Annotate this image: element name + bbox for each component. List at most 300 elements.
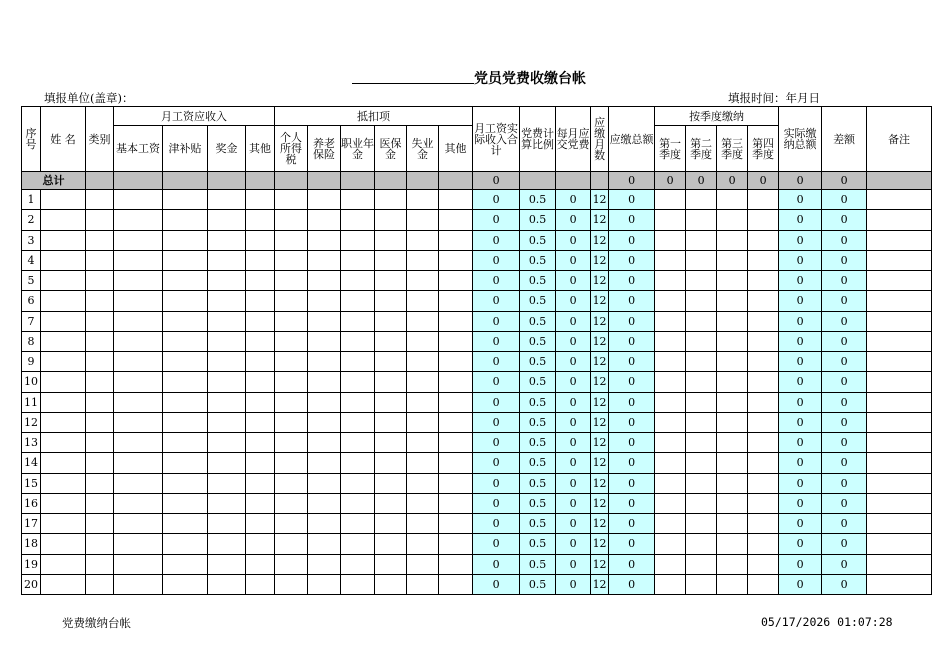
row-other-deduction-cell[interactable] [439, 514, 473, 534]
row-bonus-cell[interactable] [208, 473, 246, 493]
row-bonus-cell[interactable] [208, 291, 246, 311]
row-annuity-cell[interactable] [341, 412, 375, 432]
row-other-deduction-cell[interactable] [439, 250, 473, 270]
row-q3-cell[interactable] [717, 230, 748, 250]
row-medical-cell[interactable] [375, 534, 407, 554]
row-q1-cell[interactable] [655, 473, 686, 493]
row-base-salary-cell[interactable] [114, 574, 163, 594]
row-q3-cell[interactable] [717, 271, 748, 291]
row-remarks-cell[interactable] [867, 514, 932, 534]
row-annuity-cell[interactable] [341, 372, 375, 392]
row-unemployment-cell[interactable] [407, 473, 439, 493]
row-allowance-cell[interactable] [163, 433, 208, 453]
row-category-cell[interactable] [86, 372, 114, 392]
row-bonus-cell[interactable] [208, 210, 246, 230]
row-category-cell[interactable] [86, 412, 114, 432]
row-q1-cell[interactable] [655, 554, 686, 574]
row-unemployment-cell[interactable] [407, 271, 439, 291]
row-q1-cell[interactable] [655, 372, 686, 392]
row-unemployment-cell[interactable] [407, 392, 439, 412]
row-unemployment-cell[interactable] [407, 331, 439, 351]
row-annuity-cell[interactable] [341, 190, 375, 210]
row-q2-cell[interactable] [686, 250, 717, 270]
row-name-cell[interactable] [41, 230, 86, 250]
row-name-cell[interactable] [41, 453, 86, 473]
row-q1-cell[interactable] [655, 331, 686, 351]
row-name-cell[interactable] [41, 574, 86, 594]
row-income-tax-cell[interactable] [275, 453, 308, 473]
row-income-tax-cell[interactable] [275, 372, 308, 392]
row-income-tax-cell[interactable] [275, 554, 308, 574]
row-allowance-cell[interactable] [163, 574, 208, 594]
row-category-cell[interactable] [86, 534, 114, 554]
row-q1-cell[interactable] [655, 190, 686, 210]
row-other-income-cell[interactable] [246, 534, 275, 554]
row-category-cell[interactable] [86, 250, 114, 270]
row-q1-cell[interactable] [655, 392, 686, 412]
row-q3-cell[interactable] [717, 331, 748, 351]
row-category-cell[interactable] [86, 311, 114, 331]
row-annuity-cell[interactable] [341, 291, 375, 311]
row-q2-cell[interactable] [686, 190, 717, 210]
row-q4-cell[interactable] [748, 291, 779, 311]
row-name-cell[interactable] [41, 473, 86, 493]
row-q4-cell[interactable] [748, 230, 779, 250]
row-q1-cell[interactable] [655, 210, 686, 230]
row-other-deduction-cell[interactable] [439, 574, 473, 594]
row-other-income-cell[interactable] [246, 514, 275, 534]
row-annuity-cell[interactable] [341, 230, 375, 250]
row-name-cell[interactable] [41, 311, 86, 331]
row-q1-cell[interactable] [655, 311, 686, 331]
row-other-income-cell[interactable] [246, 210, 275, 230]
row-q1-cell[interactable] [655, 271, 686, 291]
row-q3-cell[interactable] [717, 352, 748, 372]
row-q4-cell[interactable] [748, 554, 779, 574]
row-income-tax-cell[interactable] [275, 493, 308, 513]
row-q3-cell[interactable] [717, 190, 748, 210]
row-bonus-cell[interactable] [208, 514, 246, 534]
row-other-income-cell[interactable] [246, 412, 275, 432]
row-other-deduction-cell[interactable] [439, 210, 473, 230]
row-name-cell[interactable] [41, 331, 86, 351]
row-allowance-cell[interactable] [163, 271, 208, 291]
cell[interactable] [375, 172, 407, 190]
row-remarks-cell[interactable] [867, 574, 932, 594]
row-base-salary-cell[interactable] [114, 433, 163, 453]
row-remarks-cell[interactable] [867, 554, 932, 574]
row-other-deduction-cell[interactable] [439, 372, 473, 392]
row-remarks-cell[interactable] [867, 291, 932, 311]
row-q4-cell[interactable] [748, 210, 779, 230]
row-q3-cell[interactable] [717, 291, 748, 311]
row-q3-cell[interactable] [717, 453, 748, 473]
row-pension-cell[interactable] [308, 574, 341, 594]
row-name-cell[interactable] [41, 210, 86, 230]
row-annuity-cell[interactable] [341, 493, 375, 513]
row-medical-cell[interactable] [375, 392, 407, 412]
row-other-deduction-cell[interactable] [439, 473, 473, 493]
row-category-cell[interactable] [86, 554, 114, 574]
row-q4-cell[interactable] [748, 412, 779, 432]
row-medical-cell[interactable] [375, 190, 407, 210]
row-unemployment-cell[interactable] [407, 372, 439, 392]
row-q4-cell[interactable] [748, 433, 779, 453]
row-q4-cell[interactable] [748, 352, 779, 372]
row-medical-cell[interactable] [375, 331, 407, 351]
row-q2-cell[interactable] [686, 210, 717, 230]
row-unemployment-cell[interactable] [407, 230, 439, 250]
row-remarks-cell[interactable] [867, 352, 932, 372]
row-income-tax-cell[interactable] [275, 250, 308, 270]
row-q2-cell[interactable] [686, 230, 717, 250]
row-medical-cell[interactable] [375, 554, 407, 574]
row-q1-cell[interactable] [655, 534, 686, 554]
row-remarks-cell[interactable] [867, 493, 932, 513]
row-remarks-cell[interactable] [867, 412, 932, 432]
row-other-income-cell[interactable] [246, 230, 275, 250]
row-name-cell[interactable] [41, 554, 86, 574]
row-annuity-cell[interactable] [341, 392, 375, 412]
row-pension-cell[interactable] [308, 412, 341, 432]
row-unemployment-cell[interactable] [407, 493, 439, 513]
row-q2-cell[interactable] [686, 574, 717, 594]
row-income-tax-cell[interactable] [275, 574, 308, 594]
row-q4-cell[interactable] [748, 271, 779, 291]
row-q3-cell[interactable] [717, 392, 748, 412]
row-medical-cell[interactable] [375, 412, 407, 432]
row-q4-cell[interactable] [748, 392, 779, 412]
row-pension-cell[interactable] [308, 473, 341, 493]
row-allowance-cell[interactable] [163, 554, 208, 574]
cell[interactable] [591, 172, 609, 190]
row-q4-cell[interactable] [748, 190, 779, 210]
row-remarks-cell[interactable] [867, 210, 932, 230]
row-base-salary-cell[interactable] [114, 331, 163, 351]
row-unemployment-cell[interactable] [407, 534, 439, 554]
row-pension-cell[interactable] [308, 291, 341, 311]
row-name-cell[interactable] [41, 392, 86, 412]
row-unemployment-cell[interactable] [407, 190, 439, 210]
cell[interactable] [520, 172, 556, 190]
row-base-salary-cell[interactable] [114, 352, 163, 372]
row-category-cell[interactable] [86, 392, 114, 412]
row-remarks-cell[interactable] [867, 372, 932, 392]
cell[interactable] [867, 172, 932, 190]
row-other-deduction-cell[interactable] [439, 392, 473, 412]
row-name-cell[interactable] [41, 291, 86, 311]
row-other-deduction-cell[interactable] [439, 453, 473, 473]
row-pension-cell[interactable] [308, 210, 341, 230]
row-q3-cell[interactable] [717, 433, 748, 453]
row-allowance-cell[interactable] [163, 534, 208, 554]
row-allowance-cell[interactable] [163, 352, 208, 372]
row-bonus-cell[interactable] [208, 554, 246, 574]
row-name-cell[interactable] [41, 493, 86, 513]
row-q2-cell[interactable] [686, 352, 717, 372]
row-remarks-cell[interactable] [867, 190, 932, 210]
row-category-cell[interactable] [86, 514, 114, 534]
row-bonus-cell[interactable] [208, 453, 246, 473]
row-medical-cell[interactable] [375, 230, 407, 250]
row-annuity-cell[interactable] [341, 473, 375, 493]
cell[interactable] [407, 172, 439, 190]
row-unemployment-cell[interactable] [407, 291, 439, 311]
row-q1-cell[interactable] [655, 433, 686, 453]
row-income-tax-cell[interactable] [275, 392, 308, 412]
row-unemployment-cell[interactable] [407, 453, 439, 473]
cell[interactable] [163, 172, 208, 190]
row-q2-cell[interactable] [686, 392, 717, 412]
row-allowance-cell[interactable] [163, 331, 208, 351]
row-q2-cell[interactable] [686, 331, 717, 351]
row-remarks-cell[interactable] [867, 534, 932, 554]
row-q1-cell[interactable] [655, 453, 686, 473]
cell[interactable] [246, 172, 275, 190]
row-base-salary-cell[interactable] [114, 271, 163, 291]
row-other-deduction-cell[interactable] [439, 190, 473, 210]
row-q2-cell[interactable] [686, 493, 717, 513]
row-allowance-cell[interactable] [163, 190, 208, 210]
row-allowance-cell[interactable] [163, 210, 208, 230]
row-category-cell[interactable] [86, 190, 114, 210]
row-base-salary-cell[interactable] [114, 554, 163, 574]
row-base-salary-cell[interactable] [114, 291, 163, 311]
row-annuity-cell[interactable] [341, 250, 375, 270]
row-bonus-cell[interactable] [208, 311, 246, 331]
row-unemployment-cell[interactable] [407, 311, 439, 331]
row-annuity-cell[interactable] [341, 352, 375, 372]
row-other-income-cell[interactable] [246, 352, 275, 372]
row-q3-cell[interactable] [717, 412, 748, 432]
row-pension-cell[interactable] [308, 250, 341, 270]
row-medical-cell[interactable] [375, 493, 407, 513]
row-q2-cell[interactable] [686, 271, 717, 291]
row-base-salary-cell[interactable] [114, 392, 163, 412]
row-remarks-cell[interactable] [867, 392, 932, 412]
row-pension-cell[interactable] [308, 493, 341, 513]
row-q3-cell[interactable] [717, 250, 748, 270]
row-income-tax-cell[interactable] [275, 311, 308, 331]
row-name-cell[interactable] [41, 190, 86, 210]
row-medical-cell[interactable] [375, 250, 407, 270]
row-q4-cell[interactable] [748, 534, 779, 554]
row-pension-cell[interactable] [308, 271, 341, 291]
row-allowance-cell[interactable] [163, 453, 208, 473]
row-allowance-cell[interactable] [163, 514, 208, 534]
row-q3-cell[interactable] [717, 311, 748, 331]
row-medical-cell[interactable] [375, 311, 407, 331]
cell[interactable] [556, 172, 591, 190]
row-bonus-cell[interactable] [208, 230, 246, 250]
row-q2-cell[interactable] [686, 473, 717, 493]
row-unemployment-cell[interactable] [407, 250, 439, 270]
row-q1-cell[interactable] [655, 291, 686, 311]
row-q4-cell[interactable] [748, 331, 779, 351]
row-base-salary-cell[interactable] [114, 230, 163, 250]
row-income-tax-cell[interactable] [275, 473, 308, 493]
row-other-income-cell[interactable] [246, 331, 275, 351]
row-annuity-cell[interactable] [341, 534, 375, 554]
row-annuity-cell[interactable] [341, 453, 375, 473]
cell[interactable] [439, 172, 473, 190]
row-other-income-cell[interactable] [246, 311, 275, 331]
row-q3-cell[interactable] [717, 514, 748, 534]
row-q3-cell[interactable] [717, 372, 748, 392]
row-q1-cell[interactable] [655, 412, 686, 432]
row-allowance-cell[interactable] [163, 291, 208, 311]
cell[interactable] [308, 172, 341, 190]
row-allowance-cell[interactable] [163, 372, 208, 392]
row-pension-cell[interactable] [308, 392, 341, 412]
row-q2-cell[interactable] [686, 372, 717, 392]
row-name-cell[interactable] [41, 352, 86, 372]
row-q3-cell[interactable] [717, 493, 748, 513]
row-medical-cell[interactable] [375, 210, 407, 230]
row-category-cell[interactable] [86, 433, 114, 453]
row-allowance-cell[interactable] [163, 230, 208, 250]
row-medical-cell[interactable] [375, 473, 407, 493]
row-medical-cell[interactable] [375, 352, 407, 372]
row-name-cell[interactable] [41, 534, 86, 554]
row-bonus-cell[interactable] [208, 433, 246, 453]
row-annuity-cell[interactable] [341, 514, 375, 534]
row-bonus-cell[interactable] [208, 372, 246, 392]
row-q4-cell[interactable] [748, 311, 779, 331]
row-annuity-cell[interactable] [341, 574, 375, 594]
cell[interactable] [86, 172, 114, 190]
row-medical-cell[interactable] [375, 271, 407, 291]
row-remarks-cell[interactable] [867, 473, 932, 493]
row-other-deduction-cell[interactable] [439, 433, 473, 453]
row-pension-cell[interactable] [308, 331, 341, 351]
row-unemployment-cell[interactable] [407, 574, 439, 594]
row-bonus-cell[interactable] [208, 534, 246, 554]
row-q2-cell[interactable] [686, 433, 717, 453]
row-bonus-cell[interactable] [208, 331, 246, 351]
row-allowance-cell[interactable] [163, 473, 208, 493]
row-name-cell[interactable] [41, 271, 86, 291]
row-bonus-cell[interactable] [208, 493, 246, 513]
row-base-salary-cell[interactable] [114, 493, 163, 513]
row-q3-cell[interactable] [717, 554, 748, 574]
row-other-deduction-cell[interactable] [439, 331, 473, 351]
row-other-income-cell[interactable] [246, 493, 275, 513]
row-bonus-cell[interactable] [208, 574, 246, 594]
row-other-income-cell[interactable] [246, 392, 275, 412]
row-other-income-cell[interactable] [246, 190, 275, 210]
row-medical-cell[interactable] [375, 574, 407, 594]
row-income-tax-cell[interactable] [275, 534, 308, 554]
row-income-tax-cell[interactable] [275, 271, 308, 291]
row-q3-cell[interactable] [717, 473, 748, 493]
row-category-cell[interactable] [86, 493, 114, 513]
row-annuity-cell[interactable] [341, 331, 375, 351]
row-bonus-cell[interactable] [208, 352, 246, 372]
row-base-salary-cell[interactable] [114, 190, 163, 210]
row-category-cell[interactable] [86, 230, 114, 250]
row-category-cell[interactable] [86, 574, 114, 594]
row-category-cell[interactable] [86, 352, 114, 372]
row-other-income-cell[interactable] [246, 250, 275, 270]
row-pension-cell[interactable] [308, 534, 341, 554]
row-income-tax-cell[interactable] [275, 230, 308, 250]
row-name-cell[interactable] [41, 372, 86, 392]
row-base-salary-cell[interactable] [114, 534, 163, 554]
row-name-cell[interactable] [41, 514, 86, 534]
cell[interactable] [114, 172, 163, 190]
row-remarks-cell[interactable] [867, 433, 932, 453]
row-q3-cell[interactable] [717, 534, 748, 554]
row-q4-cell[interactable] [748, 493, 779, 513]
row-q4-cell[interactable] [748, 372, 779, 392]
row-q1-cell[interactable] [655, 352, 686, 372]
cell[interactable] [275, 172, 308, 190]
row-base-salary-cell[interactable] [114, 311, 163, 331]
row-other-deduction-cell[interactable] [439, 230, 473, 250]
row-income-tax-cell[interactable] [275, 210, 308, 230]
row-other-income-cell[interactable] [246, 372, 275, 392]
row-other-deduction-cell[interactable] [439, 412, 473, 432]
row-category-cell[interactable] [86, 291, 114, 311]
row-unemployment-cell[interactable] [407, 514, 439, 534]
row-allowance-cell[interactable] [163, 392, 208, 412]
row-allowance-cell[interactable] [163, 412, 208, 432]
row-unemployment-cell[interactable] [407, 412, 439, 432]
row-q3-cell[interactable] [717, 574, 748, 594]
row-remarks-cell[interactable] [867, 311, 932, 331]
row-pension-cell[interactable] [308, 190, 341, 210]
row-annuity-cell[interactable] [341, 433, 375, 453]
row-income-tax-cell[interactable] [275, 514, 308, 534]
row-annuity-cell[interactable] [341, 271, 375, 291]
row-q4-cell[interactable] [748, 250, 779, 270]
row-medical-cell[interactable] [375, 453, 407, 473]
row-pension-cell[interactable] [308, 554, 341, 574]
row-q2-cell[interactable] [686, 514, 717, 534]
row-pension-cell[interactable] [308, 230, 341, 250]
row-pension-cell[interactable] [308, 453, 341, 473]
row-q2-cell[interactable] [686, 534, 717, 554]
row-q4-cell[interactable] [748, 514, 779, 534]
row-income-tax-cell[interactable] [275, 331, 308, 351]
row-other-deduction-cell[interactable] [439, 311, 473, 331]
row-bonus-cell[interactable] [208, 190, 246, 210]
row-income-tax-cell[interactable] [275, 291, 308, 311]
row-income-tax-cell[interactable] [275, 190, 308, 210]
row-medical-cell[interactable] [375, 433, 407, 453]
row-income-tax-cell[interactable] [275, 412, 308, 432]
row-q2-cell[interactable] [686, 311, 717, 331]
row-category-cell[interactable] [86, 473, 114, 493]
row-q3-cell[interactable] [717, 210, 748, 230]
row-q1-cell[interactable] [655, 493, 686, 513]
row-bonus-cell[interactable] [208, 392, 246, 412]
row-annuity-cell[interactable] [341, 554, 375, 574]
cell[interactable] [208, 172, 246, 190]
row-other-income-cell[interactable] [246, 574, 275, 594]
row-q1-cell[interactable] [655, 514, 686, 534]
row-base-salary-cell[interactable] [114, 473, 163, 493]
row-other-income-cell[interactable] [246, 473, 275, 493]
row-bonus-cell[interactable] [208, 250, 246, 270]
row-allowance-cell[interactable] [163, 311, 208, 331]
row-q2-cell[interactable] [686, 412, 717, 432]
row-q2-cell[interactable] [686, 291, 717, 311]
row-q1-cell[interactable] [655, 250, 686, 270]
row-allowance-cell[interactable] [163, 493, 208, 513]
row-remarks-cell[interactable] [867, 230, 932, 250]
